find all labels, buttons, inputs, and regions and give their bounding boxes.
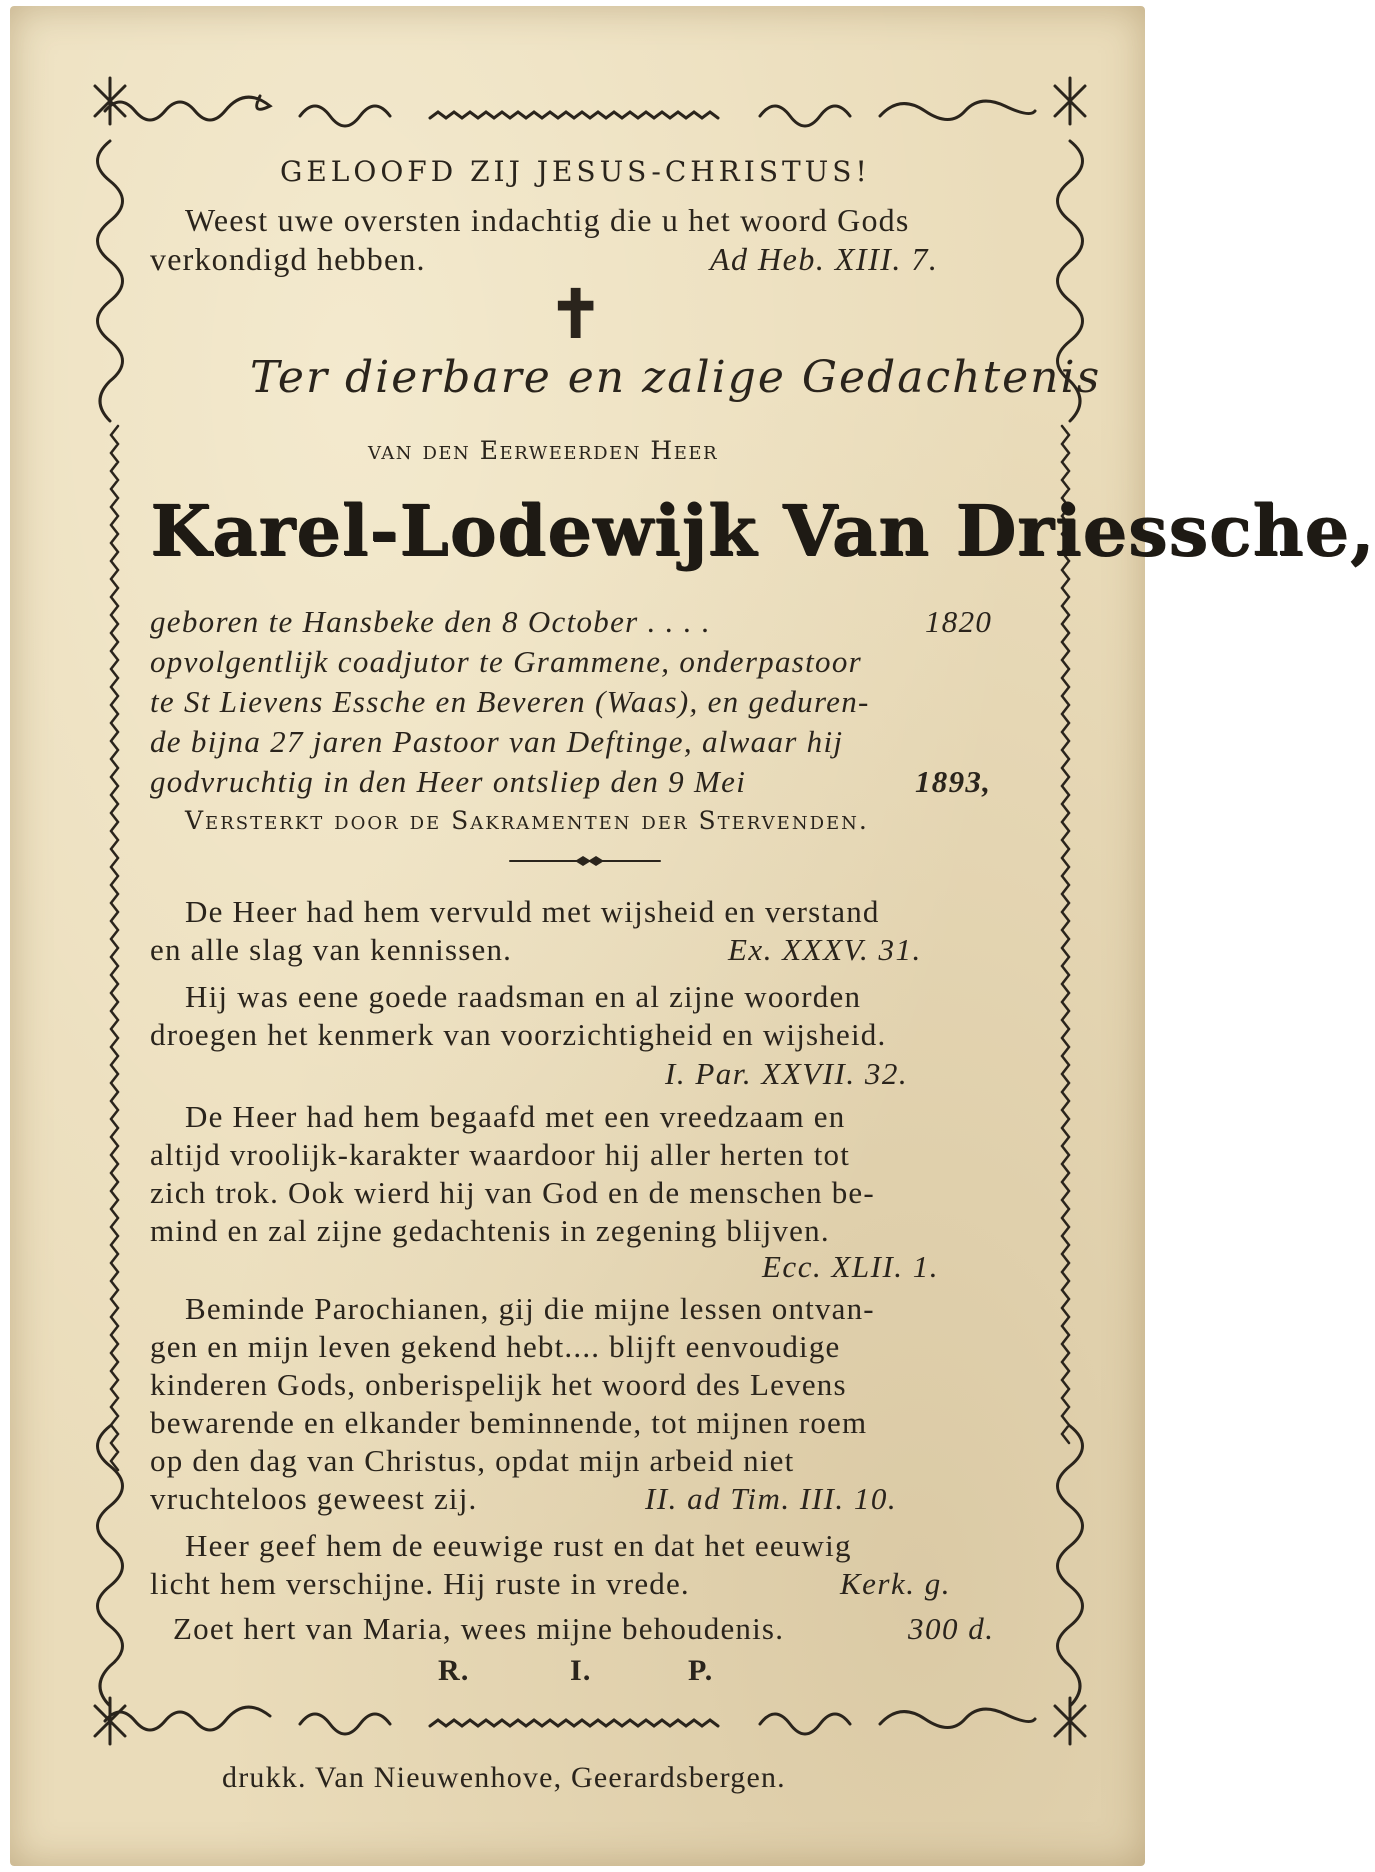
rip-r: R. — [438, 1654, 470, 1687]
passage-6-reference: 300 d. — [908, 1611, 995, 1646]
left-scroll-bottom — [98, 1426, 123, 1706]
printer-credit: drukk. Van Nieuwenhove, Geerardsbergen. — [222, 1761, 786, 1794]
passage-3-reference: Ecc. XLII. 1. — [762, 1249, 940, 1284]
dedication-script-line: Ter dierbare en zalige Gedachtenis — [250, 352, 1102, 403]
memorial-card — [10, 6, 1375, 1866]
passage-3-line-2: altijd vroolijk-karakter waardoor hij aller herten tot — [150, 1137, 851, 1172]
passage-4-line-1: Beminde Parochianen, gij die mijne lessen ontvan- — [185, 1291, 875, 1326]
passage-4-line-6: vruchteloos geweest zij. — [150, 1481, 478, 1516]
bio-line-5: godvruchtig in den Heer ontsliep den 9 Mei — [150, 764, 747, 799]
cross-icon: ✝ — [548, 275, 604, 353]
passage-4-line-5: op den dag van Christus, opdat mijn arbeid niet — [150, 1443, 795, 1478]
sacraments-line: Versterkt door de Sakramenten der Stervenden. — [185, 806, 869, 835]
left-zigzag-rule — [111, 426, 118, 1470]
passage-2-line-2: droegen het kenmerk van voorzichtigheid en wijsheid. — [150, 1017, 887, 1052]
passage-6-line: Zoet hert van Maria, wees mijne behoudenis. — [173, 1611, 785, 1646]
passage-1-line-2: en alle slag van kennissen. — [150, 932, 513, 967]
divider-diamond — [575, 856, 604, 866]
header-verse-end: verkondigd hebben. — [150, 241, 426, 277]
passage-4-line-3: kinderen Gods, onberispelijk het woord des Levens — [150, 1367, 847, 1402]
corner-cross-tr — [1055, 78, 1085, 124]
top-scroll-ornament — [105, 96, 1035, 126]
passage-3-line-4: mind en zal zijne gedachtenis in zegening blijven. — [150, 1213, 830, 1248]
passage-4-reference: II. ad Tim. III. 10. — [645, 1481, 898, 1516]
passage-2-reference: I. Par. XXVII. 32. — [665, 1056, 909, 1091]
header-title: GELOOFD ZIJ JESUS-CHRISTUS! — [280, 155, 871, 188]
header-verse-line: Weest uwe oversten indachtig die u het woord Gods — [185, 202, 910, 238]
bio-line-3: te St Lievens Essche en Beveren (Waas), en geduren- — [150, 684, 870, 719]
rip-i: I. — [570, 1654, 592, 1687]
bio-line-1-year: 1820 — [925, 604, 993, 639]
rip-p: P. — [688, 1654, 714, 1687]
bio-line-2: opvolgentlijk coadjutor te Grammene, onderpastoor — [150, 644, 863, 679]
dedication-subtitle: van den Eerweerden Heer — [368, 436, 719, 465]
bio-line-4: de bijna 27 jaren Pastoor van Deftinge, alwaar hij — [150, 724, 844, 759]
passage-2-line-1: Hij was eene goede raadsman en al zijne woorden — [185, 979, 862, 1014]
passage-4-line-4: bewarende en elkander beminnende, tot mijnen roem — [150, 1405, 868, 1440]
passage-1-line-1: De Heer had hem vervuld met wijsheid en verstand — [185, 894, 880, 929]
bottom-scroll-ornament — [105, 1707, 1035, 1734]
header-verse-reference: Ad Heb. XIII. 7. — [710, 241, 939, 277]
bio-line-1: geboren te Hansbeke den 8 October . . . . — [150, 604, 711, 639]
right-zigzag-rule — [1062, 426, 1069, 1443]
passage-5-reference: Kerk. g. — [840, 1566, 952, 1601]
right-scroll-bottom — [1058, 1426, 1083, 1706]
passage-3-line-3: zich trok. Ook wierd hij van God en de menschen be- — [150, 1175, 875, 1210]
passage-4-line-2: gen en mijn leven gekend hebt.... blijft eenvoudige — [150, 1329, 841, 1364]
passage-1-reference: Ex. XXXV. 31. — [728, 932, 922, 967]
left-scroll-top — [98, 141, 123, 421]
bio-line-5-year: 1893, — [915, 764, 992, 799]
passage-3-line-1: De Heer had hem begaafd met een vreedzaam en — [185, 1099, 846, 1134]
deceased-name: Karel-Lodewijk Van Driessche, — [150, 489, 1375, 572]
passage-5-line-2: licht hem verschijne. Hij ruste in vrede. — [150, 1566, 690, 1601]
passage-5-line-1: Heer geef hem de eeuwige rust en dat het eeuwig — [185, 1528, 852, 1563]
